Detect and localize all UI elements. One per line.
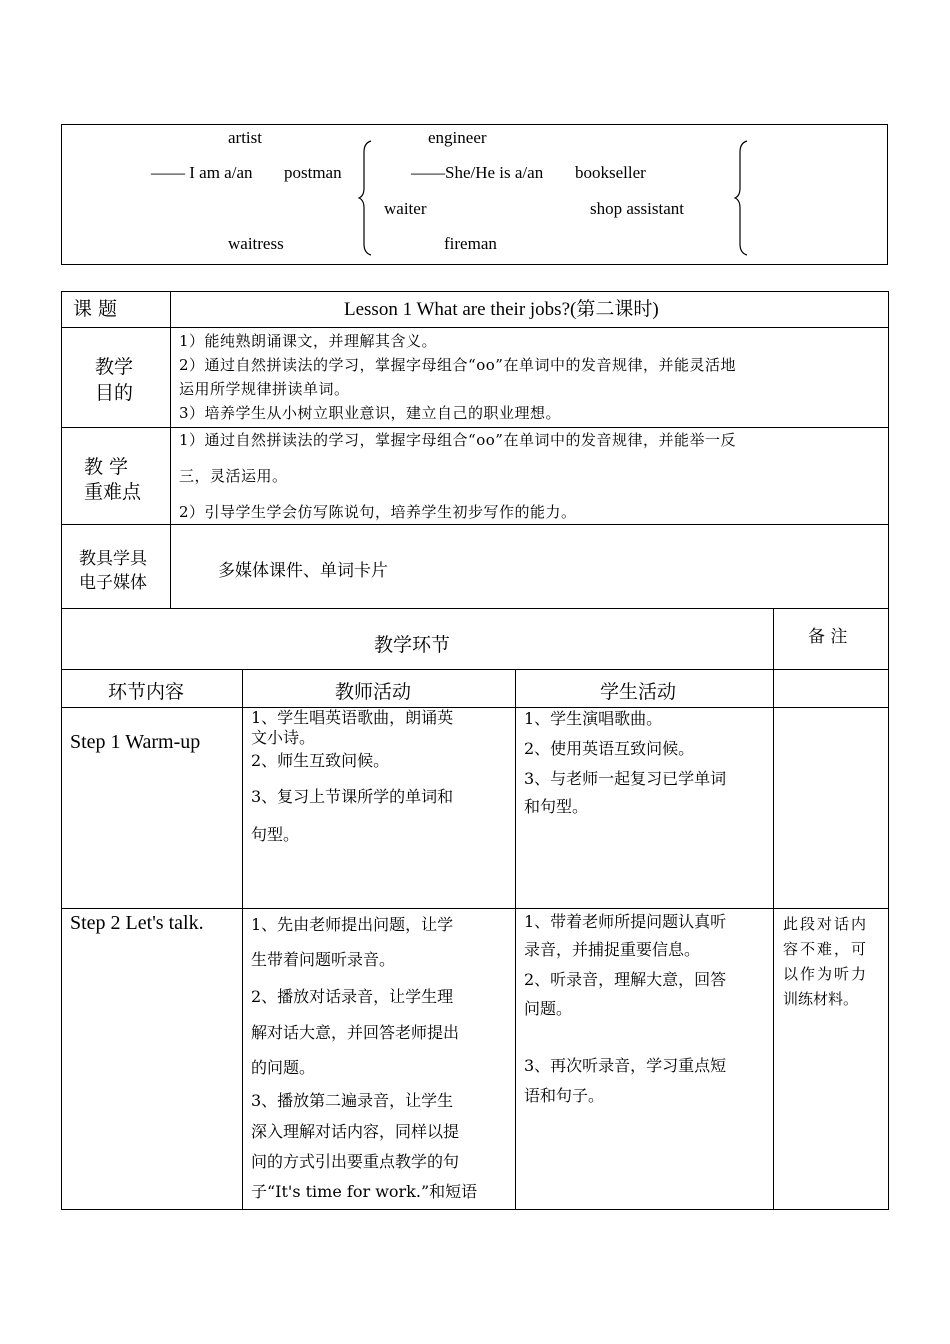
teacher-line: 子“It's time for work.”和短语: [251, 1182, 478, 1201]
teacher-line: 生带着问题听录音。: [251, 950, 396, 969]
goals-text: [179, 329, 884, 425]
student-line: 1、学生演唱歌曲。: [524, 709, 663, 728]
media-value: 多媒体课件、单词卡片: [218, 561, 388, 581]
media-label-1: 教具学具: [79, 549, 147, 569]
teacher-line: 2、播放对话录音，让学生理: [251, 987, 454, 1006]
note-line: 此段对话内: [783, 915, 869, 933]
vocab-artist: artist: [228, 128, 262, 147]
teacher-line: 2、师生互致问候。: [251, 751, 390, 770]
student-line: 2、听录音，理解大意，回答: [524, 970, 727, 989]
step-1-student: [524, 708, 769, 820]
step-2-note: [783, 912, 883, 1012]
student-line: 3、与老师一起复习已学单词: [524, 769, 727, 788]
student-line: 3、再次听录音，学习重点短: [524, 1056, 727, 1075]
left-brace-2: [734, 140, 750, 256]
vocab-fireman: fireman: [444, 234, 497, 253]
note-line: 容不难，可: [783, 940, 869, 958]
step-2-student: [524, 909, 769, 1111]
student-line: 问题。: [524, 999, 573, 1018]
col-header-teacher: 教师活动: [335, 681, 412, 703]
note-line: 训练材料。: [783, 990, 859, 1008]
left-brace-1: [358, 140, 374, 256]
vocab-shop-assistant: shop assistant: [590, 199, 684, 218]
vocab-i-am: —— I am a/an: [151, 163, 253, 182]
vocab-waitress: waitress: [228, 234, 284, 253]
goals-label-2: 目的: [95, 382, 134, 404]
student-line: 2、使用英语互致问候。: [524, 739, 695, 758]
teacher-line: 问的方式引出要重点教学的句: [251, 1152, 460, 1171]
key-point-line: 2）引导学生学会仿写陈说句，培养学生初步写作的能力。: [179, 503, 577, 521]
vocab-she-he: ——She/He is a/an: [411, 163, 544, 182]
key-label-1: 教 学: [84, 456, 129, 478]
student-line: 和句型。: [524, 797, 589, 816]
section-title: 教学环节: [374, 634, 451, 656]
goals-label-1: 教学: [95, 356, 134, 378]
col-header-content: 环节内容: [108, 681, 185, 703]
note-line: 以作为听力: [783, 965, 869, 983]
teacher-line: 的问题。: [251, 1058, 316, 1077]
page-title: Lesson 1 What are their jobs?(第二课时): [344, 299, 659, 320]
goal-line: 运用所学规律拼读单词。: [179, 380, 350, 398]
goal-line: 1）能纯熟朗诵课文，并理解其含义。: [179, 332, 438, 350]
teacher-line: 3、播放第二遍录音，让学生: [251, 1091, 454, 1110]
teacher-line: 解对话大意，并回答老师提出: [251, 1023, 460, 1042]
step-1-label: Step 1 Warm-up: [70, 731, 201, 753]
step-2-teacher: [251, 909, 511, 1207]
teacher-line: 3、复习上节课所学的单词和: [251, 787, 454, 806]
goal-line: 3）培养学生从小树立职业意识，建立自己的职业理想。: [179, 404, 562, 422]
goal-line: 2）通过自然拼读法的学习，掌握字母组合“oo”在单词中的发音规律，并能灵活地: [179, 356, 736, 374]
vocab-postman: postman: [284, 163, 342, 182]
teacher-line: 句型。: [251, 825, 300, 844]
teacher-line: 文小诗。: [251, 728, 316, 747]
student-line: 录音，并捕捉重要信息。: [524, 940, 701, 959]
key-point-line: 三，灵活运用。: [179, 467, 288, 485]
teacher-line: 1、学生唱英语歌曲，朗诵英: [251, 708, 454, 727]
key-label-2: 重难点: [84, 481, 142, 503]
student-line: 语和句子。: [524, 1086, 605, 1105]
key-points-text: [179, 422, 884, 530]
vocab-engineer: engineer: [428, 128, 487, 147]
vocab-bookseller: bookseller: [575, 163, 646, 182]
step-2-label: Step 2 Let's talk.: [70, 912, 204, 934]
media-label-2: 电子媒体: [79, 573, 147, 593]
topic-label: 课 题: [73, 298, 118, 320]
student-line: 1、带着老师所提问题认真听: [524, 912, 727, 931]
teacher-line: 1、先由老师提出问题，让学: [251, 915, 454, 934]
key-point-line: 1）通过自然拼读法的学习，掌握字母组合“oo”在单词中的发音规律，并能举一反: [179, 431, 736, 449]
vocab-waiter: waiter: [384, 199, 427, 218]
notes-header: 备 注: [808, 627, 848, 647]
teacher-line: 深入理解对话内容，同样以提: [251, 1122, 460, 1141]
step-1-teacher: [251, 708, 511, 854]
col-header-student: 学生活动: [600, 681, 677, 703]
